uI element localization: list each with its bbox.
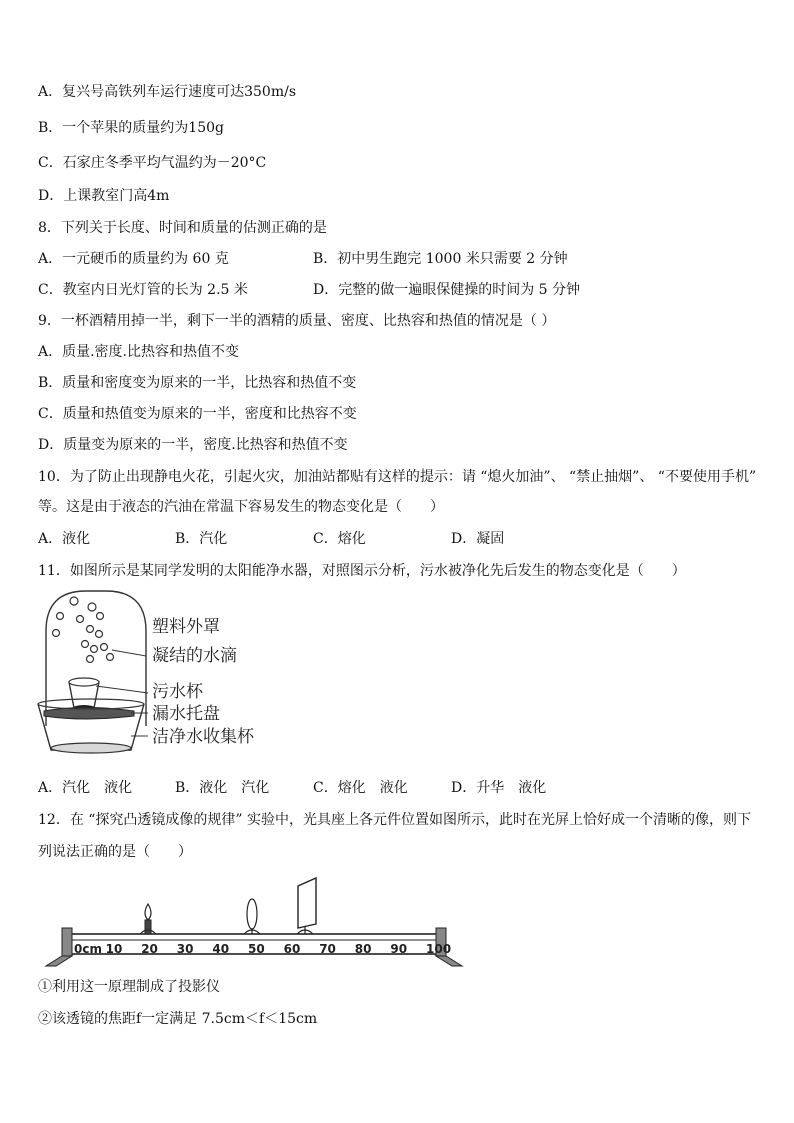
- label-plastic-dome: 塑料外罩: [152, 617, 220, 637]
- q12-stem-line1: 12．在 “探究凸透镜成像的规律” 实验中，光具座上各元件位置如图所示，此时在光屏上恰好成一个清晰的像，则下: [38, 812, 752, 828]
- q7-option-d: D．上课教室门高4m: [38, 188, 170, 204]
- q9-stem: 9．一杯酒精用掉一半，剩下一半的酒精的质量、密度、比热容和热值的情况是（ ）: [38, 313, 556, 329]
- plastic-dome: [46, 591, 146, 726]
- optical-bench-figure: [44, 868, 468, 968]
- solar-water-purifier-figure: [36, 586, 286, 766]
- scale-unit: 0cm: [74, 942, 102, 956]
- candle: [140, 904, 156, 934]
- leader-lines: [96, 650, 148, 736]
- convex-lens: [244, 899, 260, 934]
- q10-option-a: A．液化: [38, 531, 91, 547]
- q8-option-c: C．教室内日光灯管的长为 2.5 米: [38, 282, 248, 298]
- q11-option-d: D．升华 液化: [451, 780, 547, 796]
- scale-tick-label: 10: [105, 942, 123, 956]
- q8-option-a: A．一元硬币的质量约为 60 克: [38, 251, 229, 267]
- q8-option-d: D．完整的做一遍眼保健操的时间为 5 分钟: [313, 282, 581, 298]
- q11-stem: 11．如图所示是某同学发明的太阳能净水器，对照图示分析，污水被净化先后发生的物态变化是（ ）: [38, 563, 686, 579]
- scale-tick-label: 30: [176, 942, 194, 956]
- label-condensed-droplets: 凝结的水滴: [152, 646, 237, 666]
- scale-tick-label: 20: [141, 942, 158, 956]
- q9-option-b: B．质量和密度变为原来的一半，比热容和热值不变: [38, 375, 357, 391]
- scale-tick-label: 90: [390, 942, 408, 956]
- scale-tick-label: 50: [248, 942, 265, 956]
- scale-tick-label: 40: [212, 942, 230, 956]
- label-dirty-water-cup: 污水杯: [152, 682, 203, 702]
- q12-statement-2: ②该透镜的焦距f一定满足 7.5cm＜f＜15cm: [38, 1011, 318, 1027]
- q10-option-d: D．凝固: [451, 531, 505, 547]
- q10-option-b: B．汽化: [175, 531, 228, 547]
- q10-stem-line2: 等。这是由于液态的汽油在常温下容易发生的物态变化是（ ）: [38, 499, 444, 515]
- q7-option-a: A．复兴号高铁列车运行速度可达350m/s: [38, 84, 297, 100]
- q9-option-d: D．质量变为原来的一半，密度.比热容和热值不变: [38, 437, 348, 453]
- q9-option-c: C．质量和热值变为原来的一半，密度和比热容不变: [38, 406, 357, 422]
- q10-stem-line1: 10．为了防止出现静电火花，引起火灾，加油站都贴有这样的提示：请 “熄火加油”、 “禁止抽烟”、 “不要使用手机”: [38, 469, 757, 485]
- q8-option-b: B．初中男生跑完 1000 米只需要 2 分钟: [313, 251, 568, 267]
- scale-tick-label: 100: [426, 942, 452, 956]
- q8-stem: 8．下列关于长度、时间和质量的估测正确的是: [38, 220, 327, 236]
- scale-tick-label: 80: [354, 942, 372, 956]
- water-droplets: [53, 597, 114, 663]
- label-leaking-tray: 漏水托盘: [152, 704, 220, 724]
- label-clean-water-cup: 洁净水收集杯: [152, 727, 254, 747]
- q9-option-a: A．质量.密度.比热容和热值不变: [38, 344, 240, 360]
- q7-option-c: C．石家庄冬季平均气温约为－20°C: [38, 155, 267, 171]
- q11-option-b: B．液化 汽化: [175, 780, 270, 796]
- q11-option-a: A．汽化 液化: [38, 780, 133, 796]
- scale-tick-label: 70: [319, 942, 336, 956]
- scale-tick-label: 60: [283, 942, 301, 956]
- q12-stem-line2: 列说法正确的是（ ）: [38, 844, 192, 860]
- q7-option-b: B．一个苹果的质量约为150g: [38, 120, 224, 136]
- q10-option-c: C．熔化: [313, 531, 366, 547]
- light-screen: [297, 878, 316, 934]
- q12-statement-1: ①利用这一原理制成了投影仪: [38, 979, 220, 995]
- q11-option-c: C．熔化 液化: [313, 780, 408, 796]
